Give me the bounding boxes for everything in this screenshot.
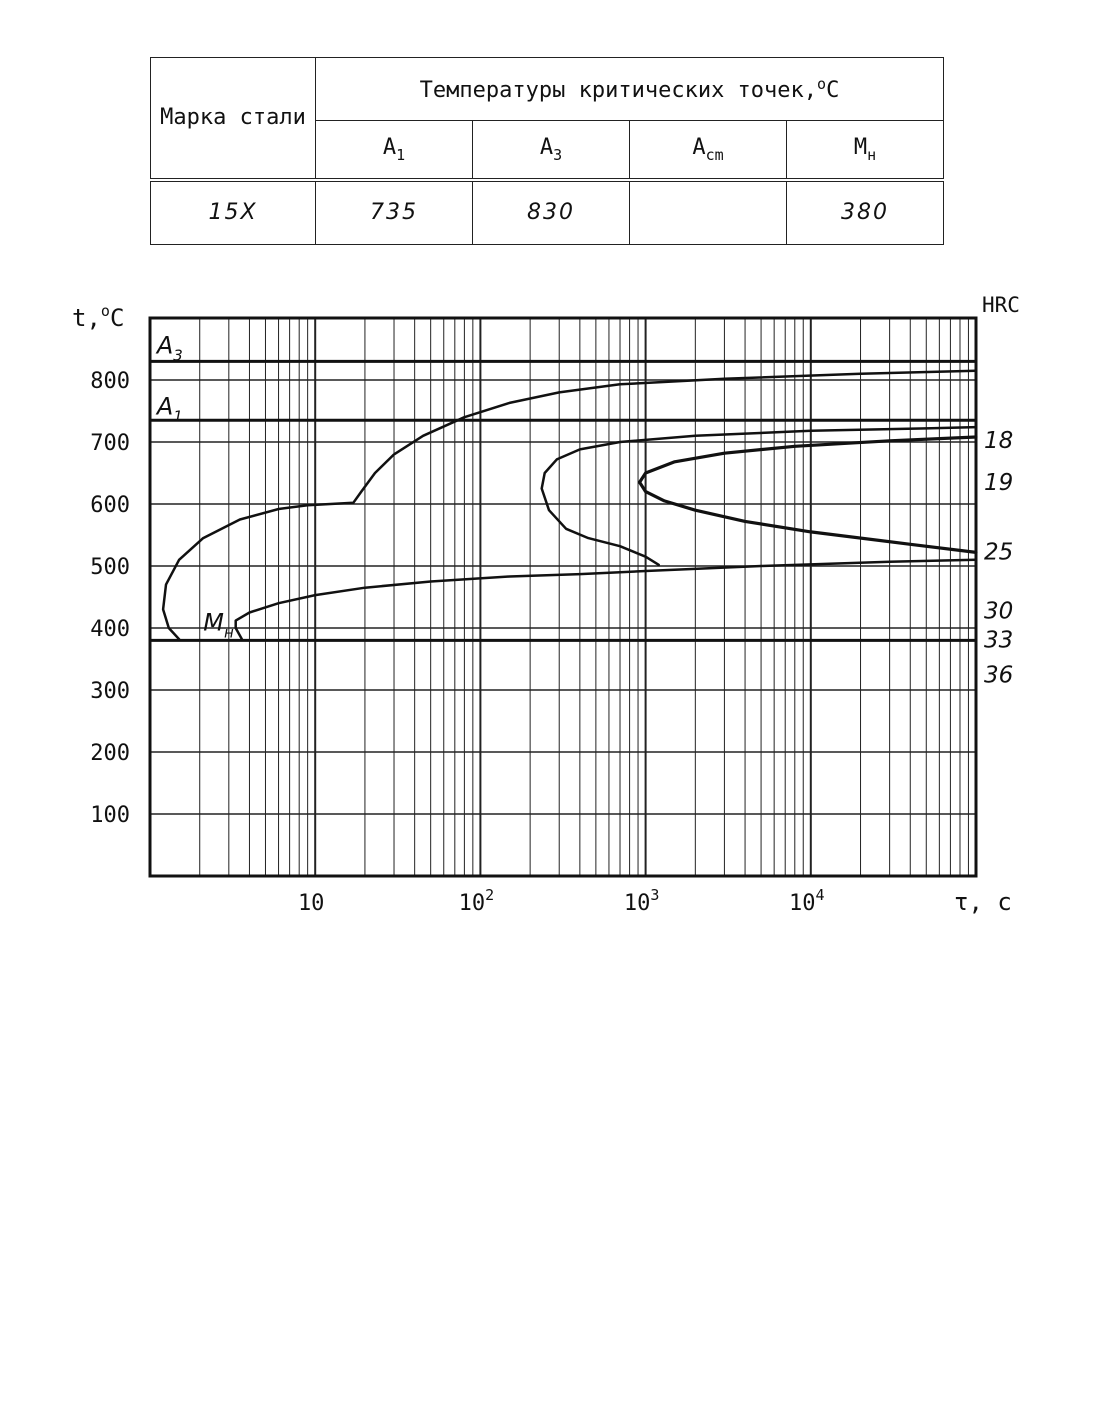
col-mn-sub: н [867, 145, 877, 164]
series-group [163, 371, 976, 640]
transformation-curve-1 [163, 371, 976, 640]
hline-label-a3: $A_3$ [156, 331, 183, 365]
cell-a3: 830 [473, 180, 630, 245]
col-a3-main: A [539, 134, 554, 160]
hrc-value-label: 25 [984, 539, 1014, 566]
y-tick-label: 500 [90, 555, 130, 580]
cell-mn: 380 [787, 180, 944, 245]
col-mn-main: M [853, 134, 868, 160]
col-a3-sub: 3 [553, 145, 563, 164]
hrc-axis-label: HRC [982, 293, 1020, 317]
hrc-value-label: 30 [984, 598, 1014, 625]
x-axis-label: τ, с [954, 888, 1012, 916]
cell-a1: 735 [316, 180, 473, 245]
col-a1-sub: 1 [396, 145, 406, 164]
y-tick-label: 600 [90, 493, 130, 518]
grid [150, 318, 976, 876]
y-tick-label: 100 [90, 803, 130, 828]
labels [72, 293, 1020, 916]
y-tick-label: 700 [90, 431, 130, 456]
col-acm-sub: cm [705, 145, 724, 164]
x-tick-label: $10^3$ [623, 886, 660, 916]
temps-header-degree: o [817, 74, 827, 93]
cell-brand: 15X [151, 180, 316, 245]
y-tick-label: 400 [90, 617, 130, 642]
col-a1-main: A [382, 134, 397, 160]
plot-frame [150, 318, 976, 876]
hrc-value-label: 33 [984, 627, 1014, 654]
y-axis-label: t,$^o$C [72, 302, 125, 332]
temps-header-text: Температуры критических точек, [419, 77, 818, 103]
transformation-curve-4 [640, 437, 976, 552]
brand-header: Марка стали [151, 58, 316, 180]
hrc-value-label: 18 [984, 427, 1014, 454]
transformation-curve-2 [236, 560, 976, 639]
y-tick-label: 800 [90, 369, 130, 394]
hline-label-a1: $A_1$ [156, 392, 183, 426]
x-tick-label: $10^4$ [789, 886, 825, 916]
y-tick-label: 200 [90, 741, 130, 766]
x-tick-label: $10^2$ [458, 886, 495, 916]
temps-header-unit: C [826, 77, 840, 103]
hrc-value-label: 19 [984, 470, 1014, 497]
y-tick-label: 300 [90, 679, 130, 704]
x-tick-label: 10 [297, 891, 325, 916]
col-acm-main: A [692, 134, 706, 160]
hline-label-mн: $M_н$ [203, 608, 234, 642]
hrc-value-label: 36 [984, 662, 1014, 689]
critical-lines [150, 361, 976, 640]
